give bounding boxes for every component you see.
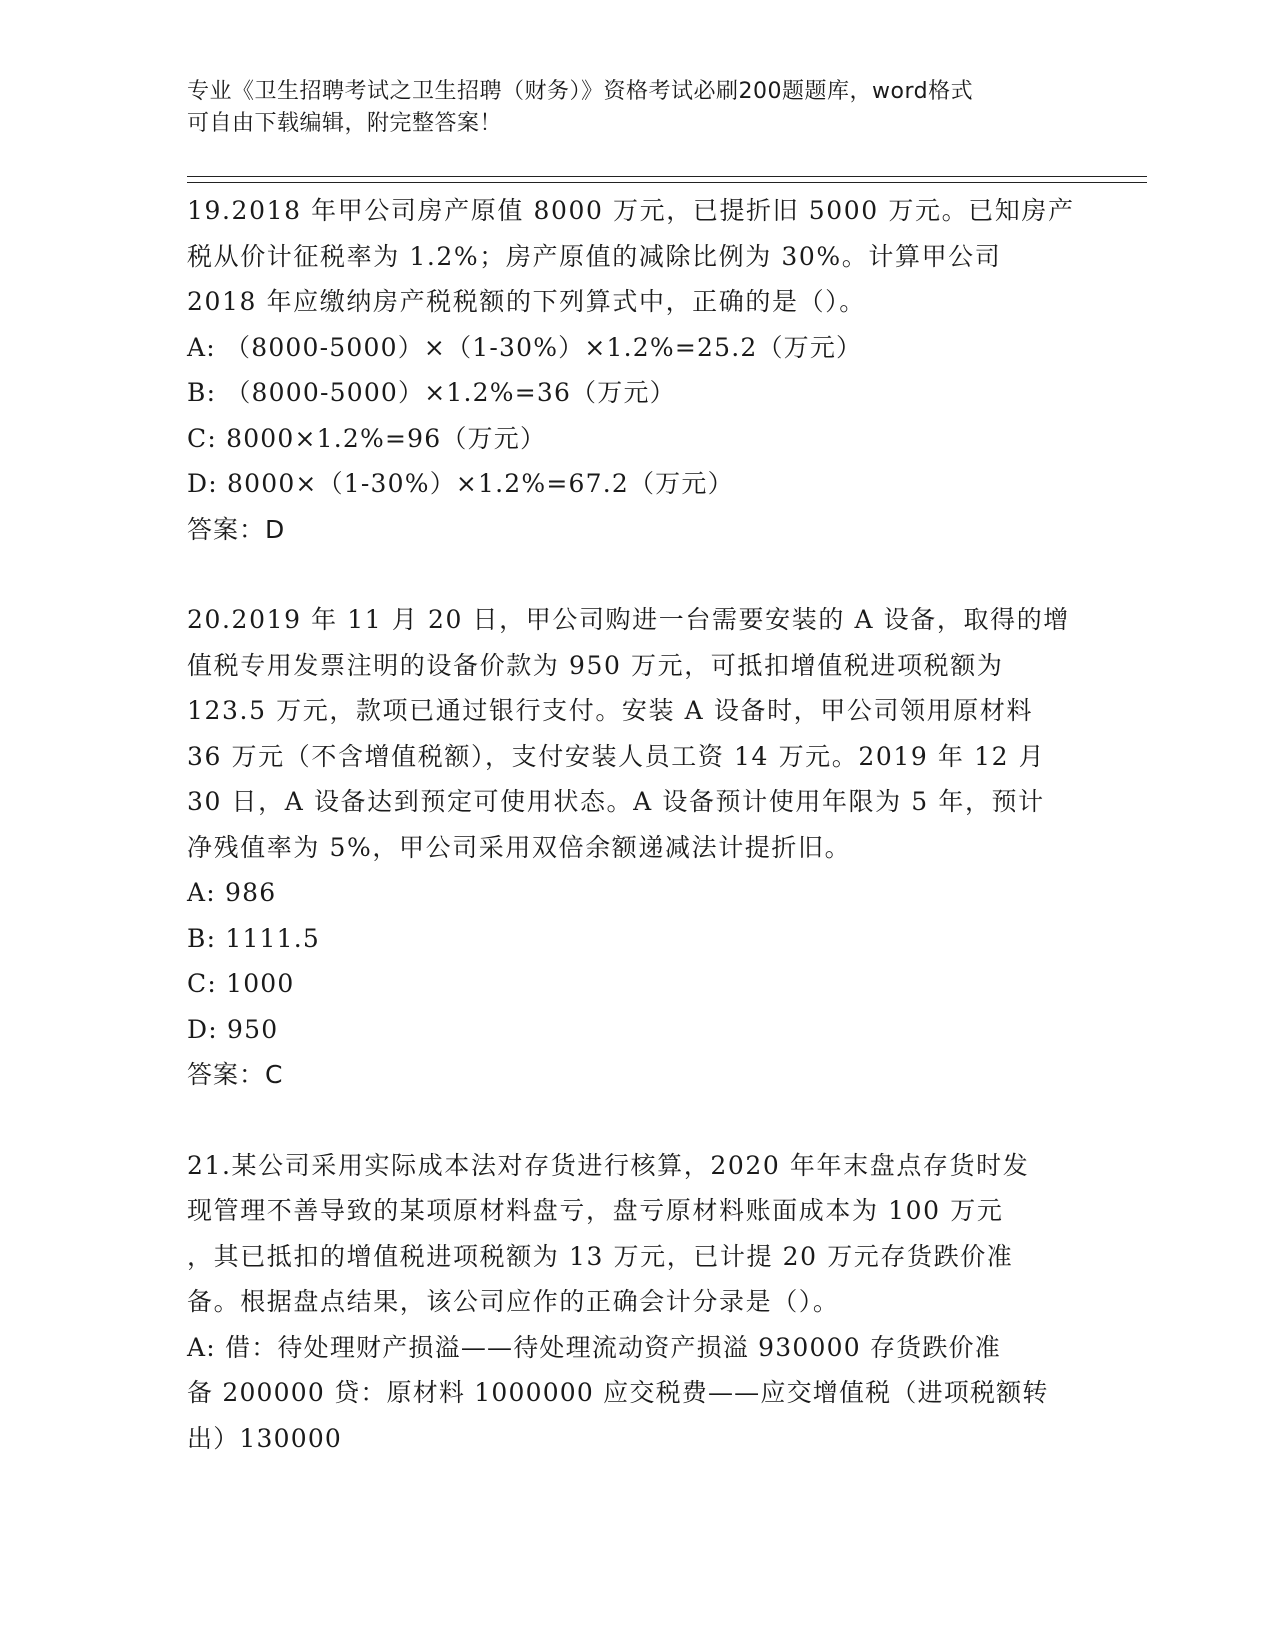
option-b: B: （8000-5000）×1.2%=36（万元） [187, 378, 676, 407]
option-a-line-1: A: 借：待处理财产损溢——待处理流动资产损溢 930000 存货跌价准 [187, 1332, 1001, 1362]
option-a: A: 986 [187, 878, 277, 907]
header-rule-top [187, 176, 1147, 177]
question-list [187, 188, 1087, 1461]
option-c: C: 1000 [187, 969, 295, 998]
question-19 [187, 188, 1087, 552]
stem-line: 20.2019 年 11 月 20 日，甲公司购进一台需要安装的 A 设备，取得的增 [187, 605, 1070, 634]
option-c: C: 8000×1.2%=96（万元） [187, 423, 547, 453]
answer: 答案：D [187, 514, 286, 544]
stem-line: 30 日，A 设备达到预定可使用状态。A 设备预计使用年限为 5 年，预计 [187, 787, 1045, 816]
option-b: B: 1111.5 [187, 923, 321, 953]
answer: 答案：C [187, 1060, 284, 1089]
stem-line: 19.2018 年甲公司房产原值 8000 万元，已提折旧 5000 万元。已知房产 [187, 196, 1075, 225]
option-a-line-2: 备 200000 贷：原材料 1000000 应交税费——应交增值税（进项税额转 [187, 1378, 1049, 1407]
stem-line: 现管理不善导致的某项原材料盘亏，盘亏原材料账面成本为 100 万元 [187, 1196, 1004, 1225]
question-stem [187, 188, 1087, 325]
question-stem [187, 1143, 1087, 1325]
stem-line: ，其已抵扣的增值税进项税额为 13 万元，已计提 20 万元存货跌价准 [187, 1241, 1014, 1271]
option-d: D: 950 [187, 1014, 279, 1044]
stem-line: 2018 年应缴纳房产税税额的下列算式中，正确的是（）。 [187, 287, 866, 316]
stem-line: 备。根据盘点结果，该公司应作的正确会计分录是（）。 [187, 1287, 840, 1316]
question-20 [187, 597, 1087, 1098]
stem-line: 税从价计征税率为 1.2%；房产原值的减除比例为 30%。计算甲公司 [187, 241, 1002, 271]
document-header [187, 76, 1067, 140]
option-d: D: 8000×（1-30%）×1.2%=67.2（万元） [187, 469, 734, 498]
header-rule-bottom [187, 182, 1147, 183]
option-a-line-3: 出）130000 [187, 1423, 343, 1453]
question-21 [187, 1143, 1087, 1462]
stem-line: 123.5 万元，款项已通过银行支付。安装 A 设备时，甲公司领用原材料 [187, 696, 1034, 725]
header-line-2: 可自由下载编辑，附完整答案！ [187, 111, 503, 136]
stem-line: 值税专用发票注明的设备价款为 950 万元，可抵扣增值税进项税额为 [187, 650, 1004, 680]
header-line-1: 专业《卫生招聘考试之卫生招聘（财务）》资格考试必刷200题题库，word格式 [187, 79, 974, 104]
stem-line: 21.某公司采用实际成本法对存货进行核算，2020 年年末盘点存货时发 [187, 1150, 1030, 1180]
stem-line: 净残值率为 5%，甲公司采用双倍余额递减法计提折旧。 [187, 832, 852, 862]
stem-line: 36 万元（不含增值税额），支付安装人员工资 14 万元。2019 年 12 月 [187, 741, 1046, 771]
question-stem [187, 597, 1087, 870]
option-a: A: （8000-5000）×（1-30%）×1.2%=25.2（万元） [187, 332, 863, 362]
